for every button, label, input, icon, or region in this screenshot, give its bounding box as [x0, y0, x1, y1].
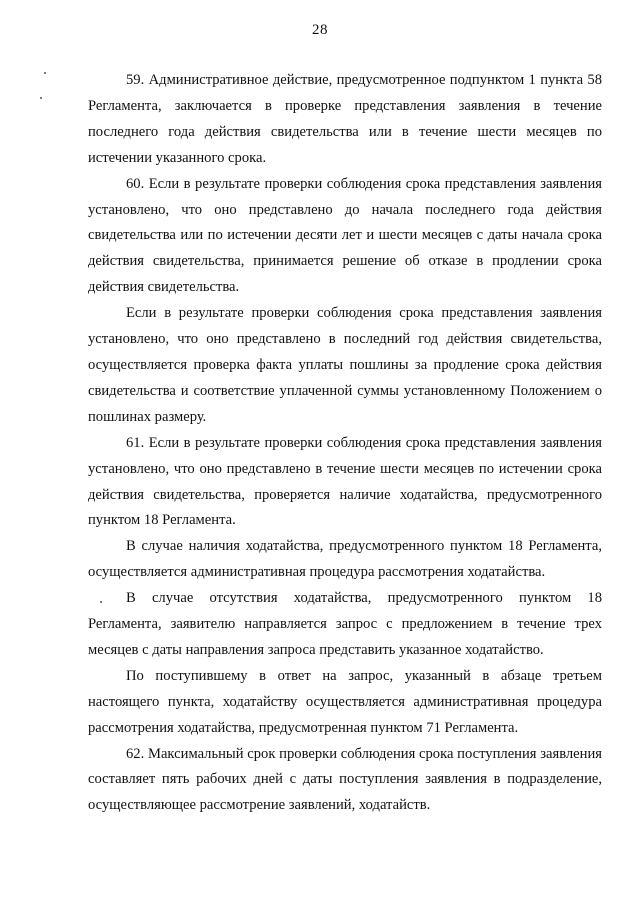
paragraph-61: 61. Если в результате проверки соблюдения срока представления заявления установлено, что оно представлено в течение шести месяцев по истечении срока действия свидетельства, проверяется наличие ходатайства, предусмотренного пунктом 18 Регламента. [88, 434, 602, 529]
paragraph-62: 62. Максимальный срок проверки соблюдения срока поступления заявления составляет пять рабочих дней с даты поступления заявления в подразделение, осуществляющее рассмотрение заявлений, ходатайств. [88, 745, 602, 814]
document-body [88, 68, 602, 819]
paragraph-59: 59. Административное действие, предусмотренное подпунктом 1 пункта 58 Регламента, заключается в проверке представления заявления в течение последнего года действия свидетельства или в течение шести месяцев по истечении указанного срока. [88, 72, 602, 166]
scan-artifact-dot [44, 72, 46, 74]
scan-artifact-dot [40, 97, 42, 99]
paragraph-61-fourth: По поступившему в ответ на запрос, указанный в абзаце третьем настоящего пункта, ходатайству осуществляется административная процедура рассмотрения ходатайства, предусмотренная пунктом 71 Регламента. [88, 667, 602, 736]
page-number: 28 [312, 22, 328, 38]
paragraph-60: 60. Если в результате проверки соблюдения срока представления заявления установлено, что оно представлено до начала последнего года действия свидетельства или по истечении десяти лет и шести месяцев с даты начала срока действия свидетельства, принимается решение об отказе в продлении срока действия свидетельства. [88, 175, 602, 296]
paragraph-60-second: Если в результате проверки соблюдения срока представления заявления установлено, что оно представлено в последний год действия свидетельства, осуществляется проверка факта уплаты пошлины за продление срока действия свидетельства и соответствие уплаченной суммы установленному Положением о пошлинах размеру. [88, 305, 602, 425]
paragraph-61-second: В случае наличия ходатайства, предусмотренного пунктом 18 Регламента, осуществляется административная процедура рассмотрения ходатайства. [88, 538, 602, 581]
paragraph-61-third: В случае отсутствия ходатайства, предусмотренного пунктом 18 Регламента, заявителю направляется запрос с предложением в течение трех месяцев с даты направления запроса представить указанное ходатайство. [88, 590, 602, 658]
